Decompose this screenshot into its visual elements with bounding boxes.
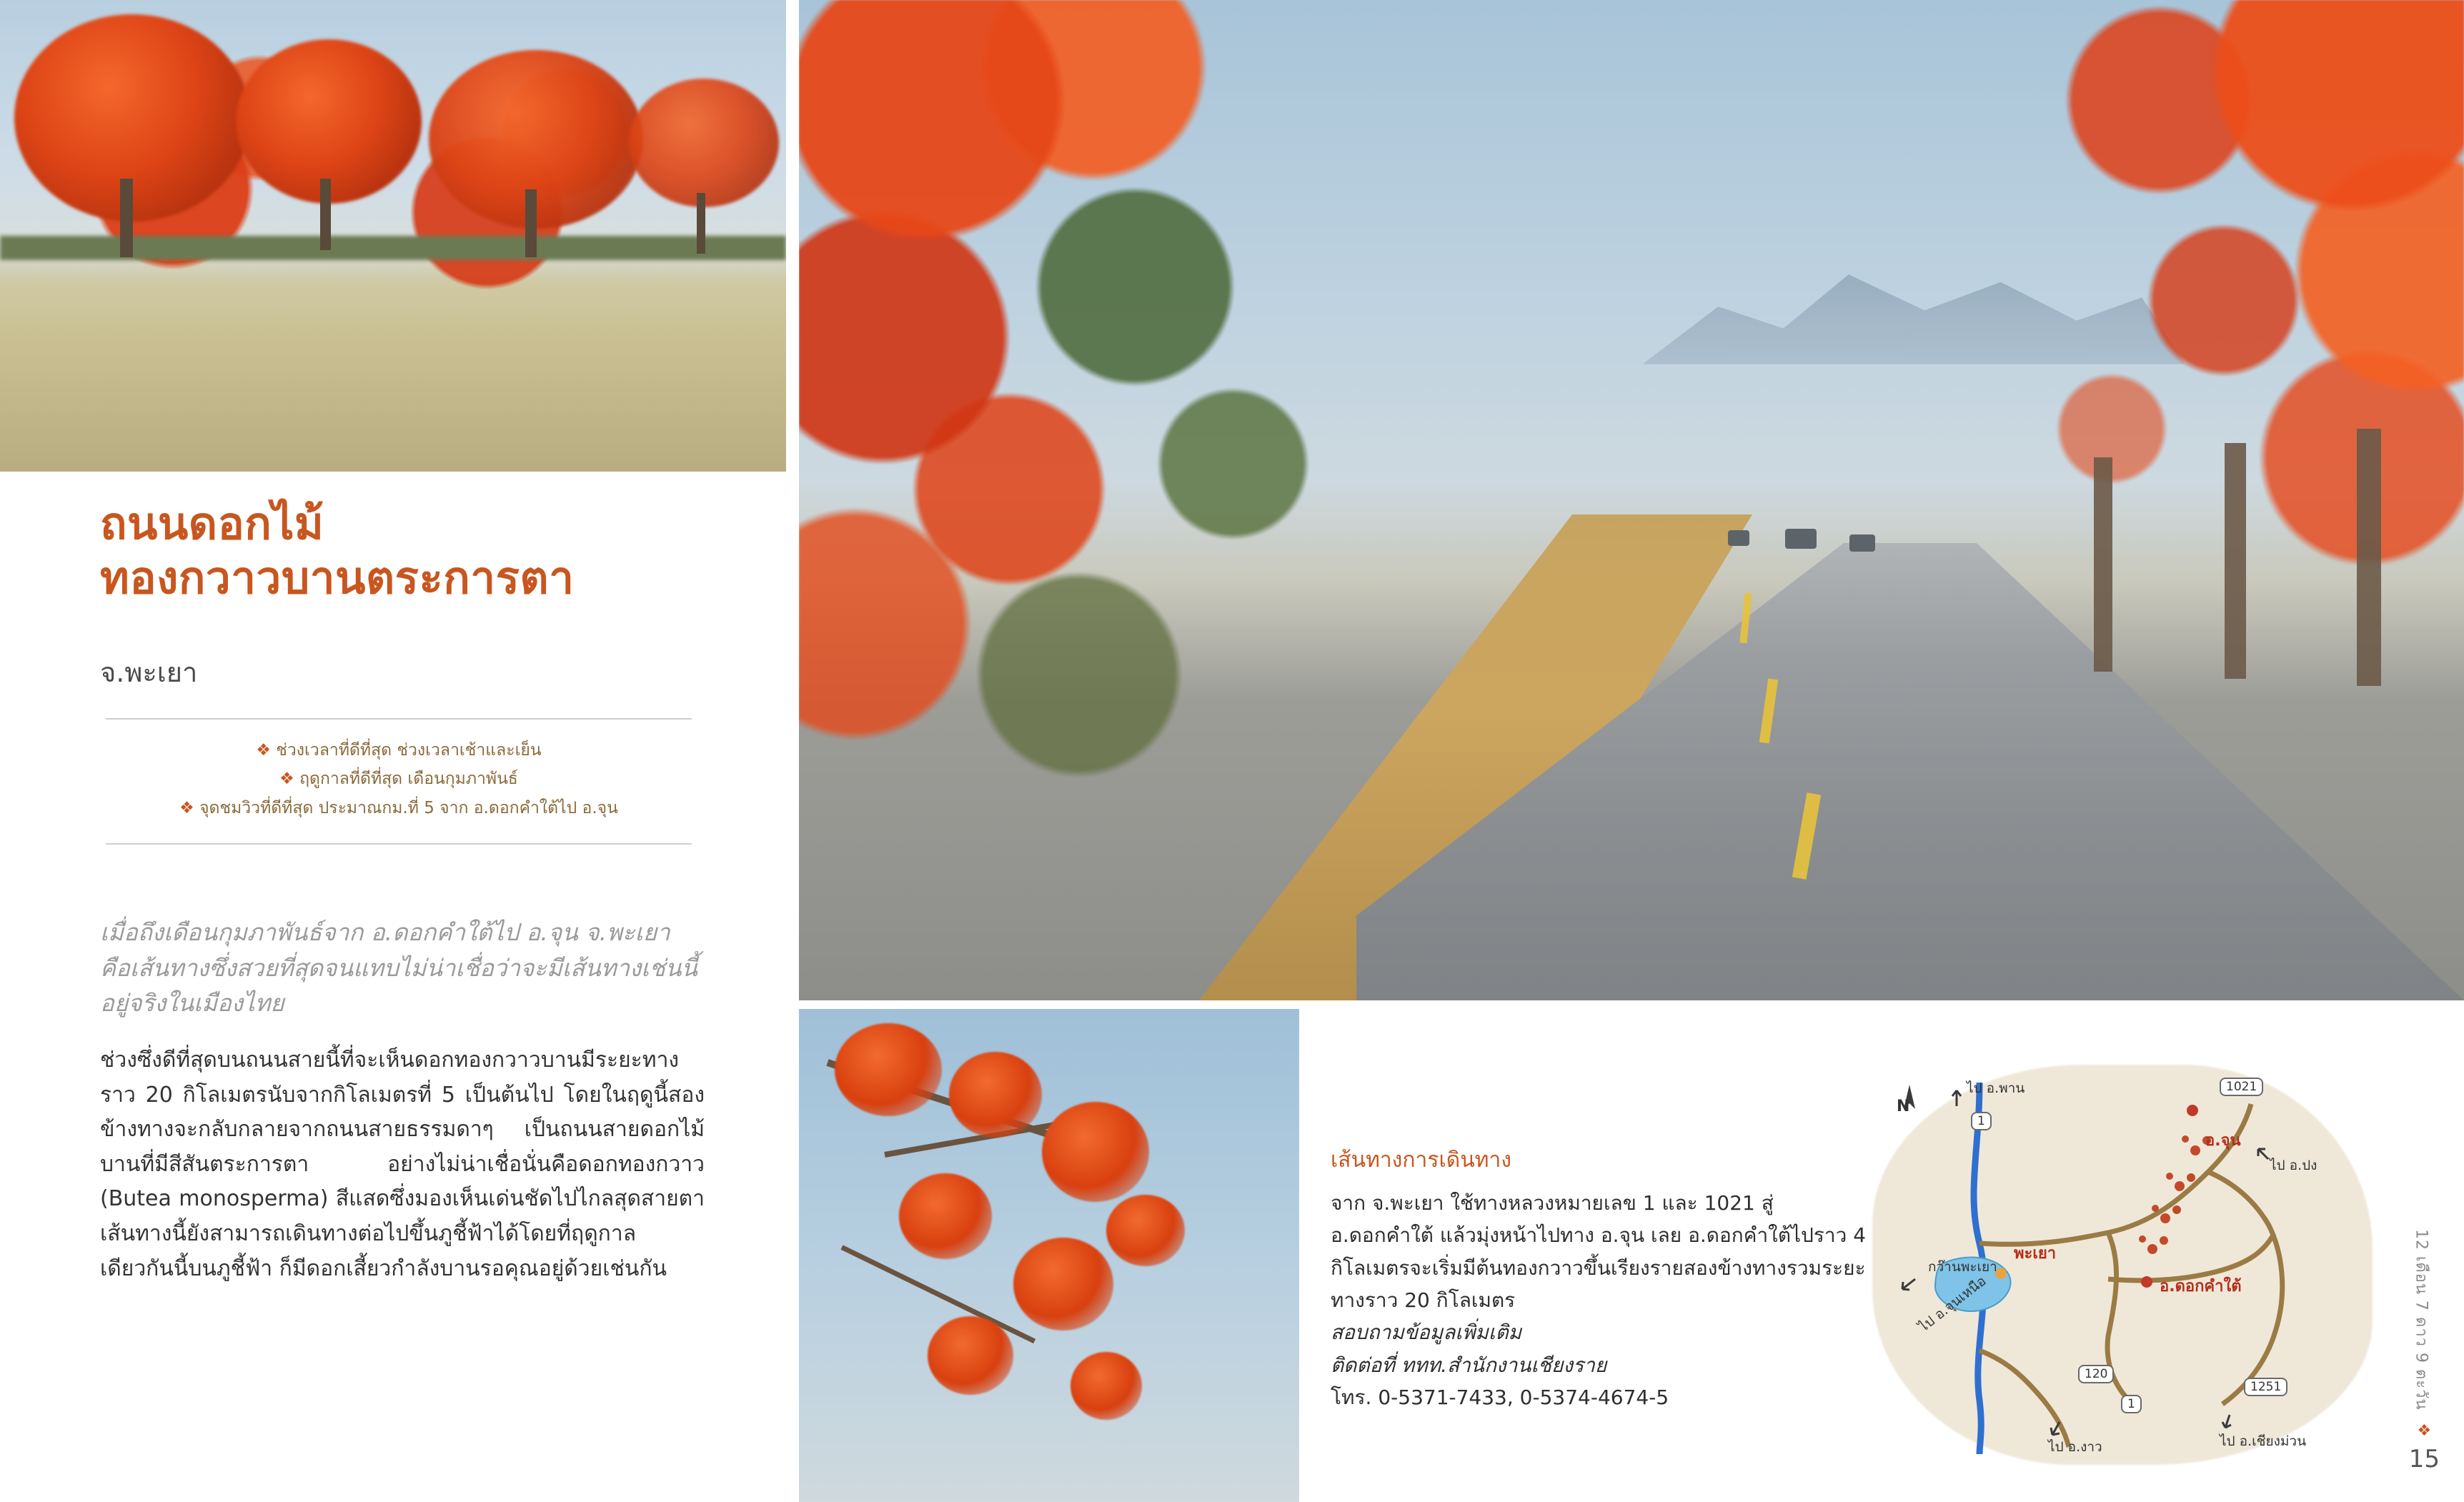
diamond-icon: ❖ <box>179 798 194 817</box>
highlight-text: ช่วงเวลาที่ดีที่สุด ช่วงเวลาเช้าและเย็น <box>276 741 542 760</box>
highlight-item <box>106 794 692 822</box>
diamond-icon: ❖ <box>2417 1422 2432 1440</box>
article-body: ช่วงซึ่งดีที่สุดบนถนนสายนี้ที่จะเห็นดอกทองกวาวบานมีระยะทางราว 20 กิโลเมตรนับจากกิโลเมตรที่ 5 เป็นต้นไป โดยในฤดูนี้สองข้างทางจะกลับกลายจากถนนสายธรรมดาๆ เป็นถนนสายดอกไม้บานที่มีสีสันตระการตา อย่างไม่น่าเชื่อนั่นคือดอกทองกวาว (Butea monosperma) สีแสดซึ่งมองเห็นเด่นชัดไปไกลสุดสายตา เส้นทางนี้ยังสามารถเดินทางต่อไปขึ้นภูชี้ฟ้าได้โดยที่ฤดูกาลเดียวกันนี้บนภูชี้ฟ้า ก็มีดอกเสี้ยวกำลังบานรอคุณอยู่ด้วยเช่นกัน <box>100 1048 705 1281</box>
place-label-chun: อ.จุน <box>2205 1132 2241 1150</box>
direction-label-phan: ไป อ.พาน <box>1967 1080 2025 1096</box>
travel-info-more: สอบถามข้อมูลเพิ่มเติม <box>1331 1321 1522 1345</box>
article-text-column <box>0 472 786 1502</box>
highlight-item <box>106 736 692 765</box>
divider-top <box>106 718 692 720</box>
place-dot-chun <box>2187 1105 2198 1116</box>
highlights-list <box>106 736 692 822</box>
direction-label-pong: ไป อ.ปง <box>2270 1158 2318 1173</box>
route-shield-1251: 1251 <box>2244 1378 2287 1396</box>
place-label-kwan-phayao: กว๊านพะเยา <box>1928 1259 1997 1275</box>
highlight-text: จุดชมวิวที่ดีที่สุด ประมาณกม.ที่ 5 จาก อ.ดอกคำใต้ไป อ.จุน <box>199 798 618 817</box>
route-shield-1: 1 <box>1971 1112 1992 1130</box>
route-map <box>1872 1065 2373 1465</box>
travel-info-block <box>1331 1143 1874 1414</box>
route-shield-1b: 1 <box>2121 1395 2142 1413</box>
place-label-phayao: พะเยา <box>2014 1245 2057 1263</box>
travel-info-office: ติดต่อที่ ททท.สำนักงานเชียงราย <box>1331 1353 1607 1377</box>
folio-series-title: 12 เดือน 7 ดาว 9 ตะวัน <box>2412 1229 2430 1411</box>
page-title <box>100 497 743 605</box>
direction-label-chiangmuan: ไป อ.เชียงม่วน <box>2220 1433 2307 1449</box>
direction-label-chunnuea: ไป อ.จุนเหนือ <box>1916 1273 1989 1336</box>
photo-flower-branch <box>799 1009 1299 1502</box>
place-dot-dokkhamtai <box>2141 1276 2152 1288</box>
page-number: 15 <box>2408 1445 2440 1473</box>
place-label-dokkhamtai: อ.ดอกคำใต้ <box>2160 1278 2242 1295</box>
compass-label: N <box>1897 1098 1910 1115</box>
divider-bottom <box>106 843 692 845</box>
travel-info-heading: เส้นทางการเดินทาง <box>1331 1148 1511 1173</box>
route-shield-120: 120 <box>2078 1365 2114 1383</box>
article-lead: เมื่อถึงเดือนกุมภาพันธ์จาก อ.ดอกคำใต้ไป อ.จุน จ.พะเยา คือเส้นทางซึ่งสวยที่สุดจนแทบไม่น่าเชื่อว่าจะมีเส้นทางเช่นนี้อยู่จริงในเมืองไทย <box>100 918 697 1017</box>
folio <box>2409 1229 2440 1473</box>
photo-flame-trees-field <box>0 0 786 472</box>
route-shield-1021: 1021 <box>2220 1078 2263 1096</box>
diamond-icon: ❖ <box>256 741 271 760</box>
direction-label-ngao: ไป อ.งาว <box>2048 1439 2102 1455</box>
title-line-2: ทองกวาวบานตระการตา <box>100 551 575 604</box>
title-line-1: ถนนดอกไม้ <box>100 497 324 549</box>
travel-info-phone: โทร. 0-5371-7433, 0-5374-4674-5 <box>1331 1386 1669 1410</box>
highlight-item <box>106 765 692 793</box>
photo-flower-road <box>799 0 2464 1000</box>
travel-info-paragraph: จาก จ.พะเยา ใช้ทางหลวงหมายเลข 1 และ 1021 สู่ อ.ดอกคำใต้ แล้วมุ่งหน้าไปทาง อ.จุน เลย อ.ดอกคำใต้ไปราว 4 กิโลเมตรจะเริ่มมีต้นทองกวาวขึ้นเรียงรายสองข้างทางรวมระยะทางราว 20 กิโลเมตร <box>1331 1191 1867 1313</box>
province-label: จ.พะเยา <box>100 657 198 688</box>
highlight-text: ฤดูกาลที่ดีที่สุด เดือนกุมภาพันธ์ <box>299 770 518 789</box>
diamond-icon: ❖ <box>279 770 294 789</box>
